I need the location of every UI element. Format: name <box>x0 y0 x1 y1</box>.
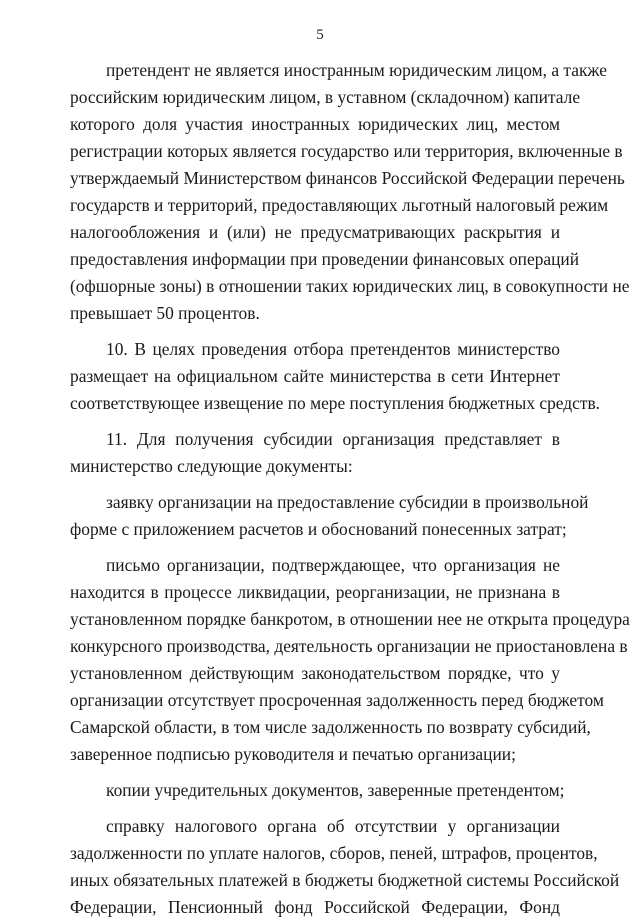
text-line: министерство следующие документы: <box>70 456 353 476</box>
text-line: размещает на официальном сайте министерства в сети Интернет <box>70 366 560 386</box>
text-line: задолженности по уплате налогов, сборов, пеней, штрафов, процентов, <box>70 843 598 863</box>
text-line: российским юридическим лицом, в уставном (складочном) капитале <box>70 87 581 107</box>
text-line: заверенное подписью руководителя и печатью организации; <box>70 744 516 764</box>
text-line: Самарской области, в том числе задолженность по возврату субсидий, <box>70 717 591 737</box>
text-line: Федерации, Пенсионный фонд Российской Федерации, Фонд <box>70 897 560 917</box>
paragraph-11 <box>70 426 560 480</box>
text-line: претендент не является иностранным юридическим лицом, а также <box>106 60 607 80</box>
paragraph-gap <box>70 804 560 813</box>
paragraph-10 <box>70 336 601 417</box>
paragraph-copies <box>70 777 565 804</box>
text-line: справку налогового органа об отсутствии у организации <box>106 816 560 836</box>
text-line: государств и территорий, предоставляющих льготный налоговый режим <box>70 195 609 215</box>
paragraph-application <box>70 489 589 543</box>
text-line: превышает 50 процентов. <box>70 303 260 323</box>
text-line: налогообложения и (или) не предусматривающих раскрытия и <box>70 222 560 242</box>
text-line: соответствующее извещение по мере поступления бюджетных средств. <box>70 393 601 413</box>
text-line: письмо организации, подтверждающее, что организация не <box>106 555 560 575</box>
text-line: (офшорные зоны) в отношении таких юридических лиц, в совокупности не <box>70 276 630 296</box>
text-line: конкурсного производства, деятельность организации не приостановлена в <box>70 636 628 656</box>
paragraph-gap <box>70 327 560 336</box>
paragraph-gap <box>70 417 560 426</box>
text-line: 11. Для получения субсидии организация представляет в <box>106 429 560 449</box>
text-line: заявку организации на предоставление субсидии в произвольной <box>106 492 589 512</box>
text-line: иных обязательных платежей в бюджеты бюджетной системы Российской <box>70 870 620 890</box>
text-line: копии учредительных документов, заверенные претендентом; <box>106 780 565 800</box>
text-line: которого доля участия иностранных юридических лиц, местом <box>70 114 560 134</box>
text-line: регистрации которых является государство или территория, включенные в <box>70 141 623 161</box>
text-line: находится в процессе ликвидации, реорганизации, не признана в <box>70 582 560 602</box>
text-line: организации отсутствует просроченная задолженность перед бюджетом <box>70 690 604 710</box>
paragraph-gap <box>70 768 560 777</box>
text-line: установленном порядке банкротом, в отношении нее не открыта процедура <box>70 609 630 629</box>
text-line: утверждаемый Министерством финансов Российской Федерации перечень <box>70 168 625 188</box>
text-line: 10. В целях проведения отбора претендентов министерство <box>106 339 560 359</box>
document-body <box>70 57 630 921</box>
paragraph-continuation <box>70 57 630 327</box>
paragraph-letter <box>70 552 630 768</box>
text-line: форме с приложением расчетов и обоснований понесенных затрат; <box>70 519 567 539</box>
text-line: предоставления информации при проведении финансовых операций <box>70 249 580 269</box>
paragraph-gap <box>70 543 560 552</box>
paragraph-gap <box>70 480 560 489</box>
text-line: установленном действующим законодательством порядке, что у <box>70 663 560 683</box>
page-number: 5 <box>316 27 324 43</box>
